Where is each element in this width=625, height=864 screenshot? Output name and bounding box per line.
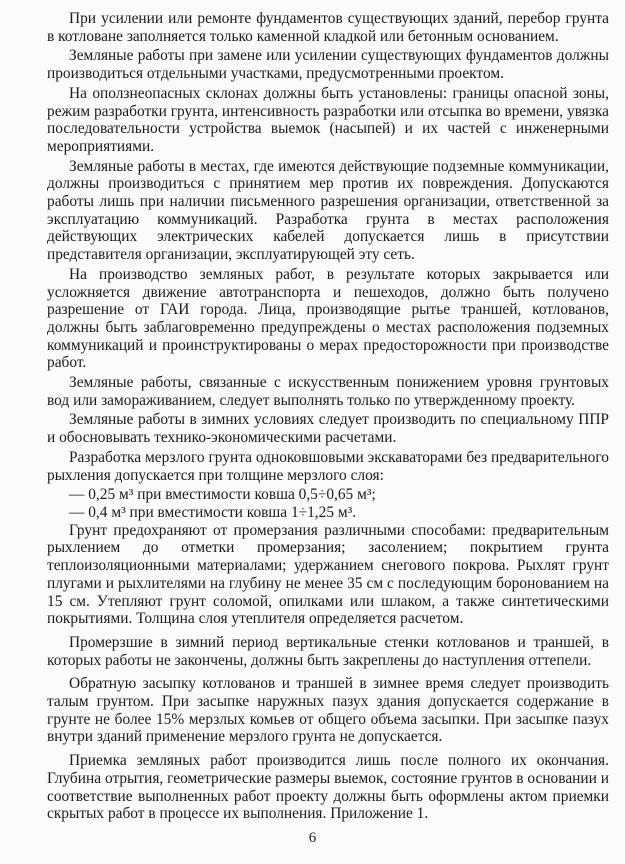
paragraph: Грунт предохраняют от промерзания различными способами: предварительным рыхлением до отметки промерзания; засолением; покрытием грунта теплоизоляционными материалами; удержанием снегового покрова. Рыхлят грунт плугами и рыхлителями на глубину не менее 35 см с последующим боронованием на 15 см. Утепляют грунт соломой, опилками или шлаком, а также синтетическими покрытиями. Толщина слоя утеплителя определяется расчетом. (47, 521, 609, 628)
paragraph: Земляные работы при замене или усилении существующих фундаментов должны производиться отдельными участками, предусмотренными проектом. (47, 47, 609, 83)
paragraph: Промерзшие в зимний период вертикальные стенки котлованов и траншей, в которых работы не закончены, должны быть закреплены до наступления оттепели. (47, 633, 609, 669)
paragraph: На оползнеопасных склонах должны быть установлены: границы опасной зоны, режим разработки грунта, интенсивность разработки или отсыпка во времени, увязка последовательности устройства выемок (насыпей) и их частей с инженерными мероприятиями. (47, 84, 609, 155)
paragraph: На производство земляных работ, в результате которых закрывается или усложняется движение автотранспорта и пешеходов, должно быть получено разрешение от ГАИ города. Лица, производящие рытье траншей, котлованов, должны быть заблаговременно предупреждены о местах расположения подземных коммуникаций и проинструктированы о мерах предосторожности при производстве работ. (47, 265, 609, 372)
paragraph: Земляные работы в зимних условиях следует производить по специальному ППР и обосновывать технико-экономическими расчетами. (47, 411, 609, 447)
page-number: 6 (308, 830, 317, 846)
body-text (47, 10, 609, 825)
paragraph: Обратную засыпку котлованов и траншей в зимнее время следует производить талым грунтом. При засыпке наружных пазух здания допускается содержание в грунте не более 15% мерзлых комьев от общего объема засыпки. При засыпке пазух внутри зданий применение мерзлого грунта не допускается. (47, 675, 609, 746)
paragraph: Приемка земляных работ производится лишь после полного их окончания. Глубина отрытия, геометрические размеры выемок, состояние грунтов в основании и соответствие выполненных работ проекту должны быть оформлены актом приемки скрытых работ в процессе их выполнения. Приложение 1. (47, 752, 609, 823)
paragraph: При усилении или ремонте фундаментов существующих зданий, перебор грунта в котловане заполняется только каменной кладкой или бетонным основанием. (47, 10, 609, 45)
paragraph: Разработка мерзлого грунта одноковшовыми экскаваторами без предварительного рыхления допускается при толщине мерзлого слоя: (47, 448, 609, 484)
paragraph: Земляные работы в местах, где имеются действующие подземные коммуникации, должны производиться с принятием мер против их повреждения. Допускаются работы лишь при наличии письменного разрешения организации, ответственной за эксплуатацию коммуникаций. Разработка грунта в местах расположения действующих электрических кабелей допускается лишь в присутствии представителя организации, эксплуатирующей эту сеть. (47, 157, 609, 264)
list-item: — 0,25 м³ при вместимости ковша 0,5÷0,65 м³; (69, 486, 376, 504)
paragraph: Земляные работы, связанные с искусственным понижением уровня грунтовых вод или замораживанием, следует выполнять только по утвержденному проекту. (47, 374, 609, 409)
list-item: — 0,4 м³ при вместимости ковша 1÷1,25 м³. (69, 503, 357, 521)
